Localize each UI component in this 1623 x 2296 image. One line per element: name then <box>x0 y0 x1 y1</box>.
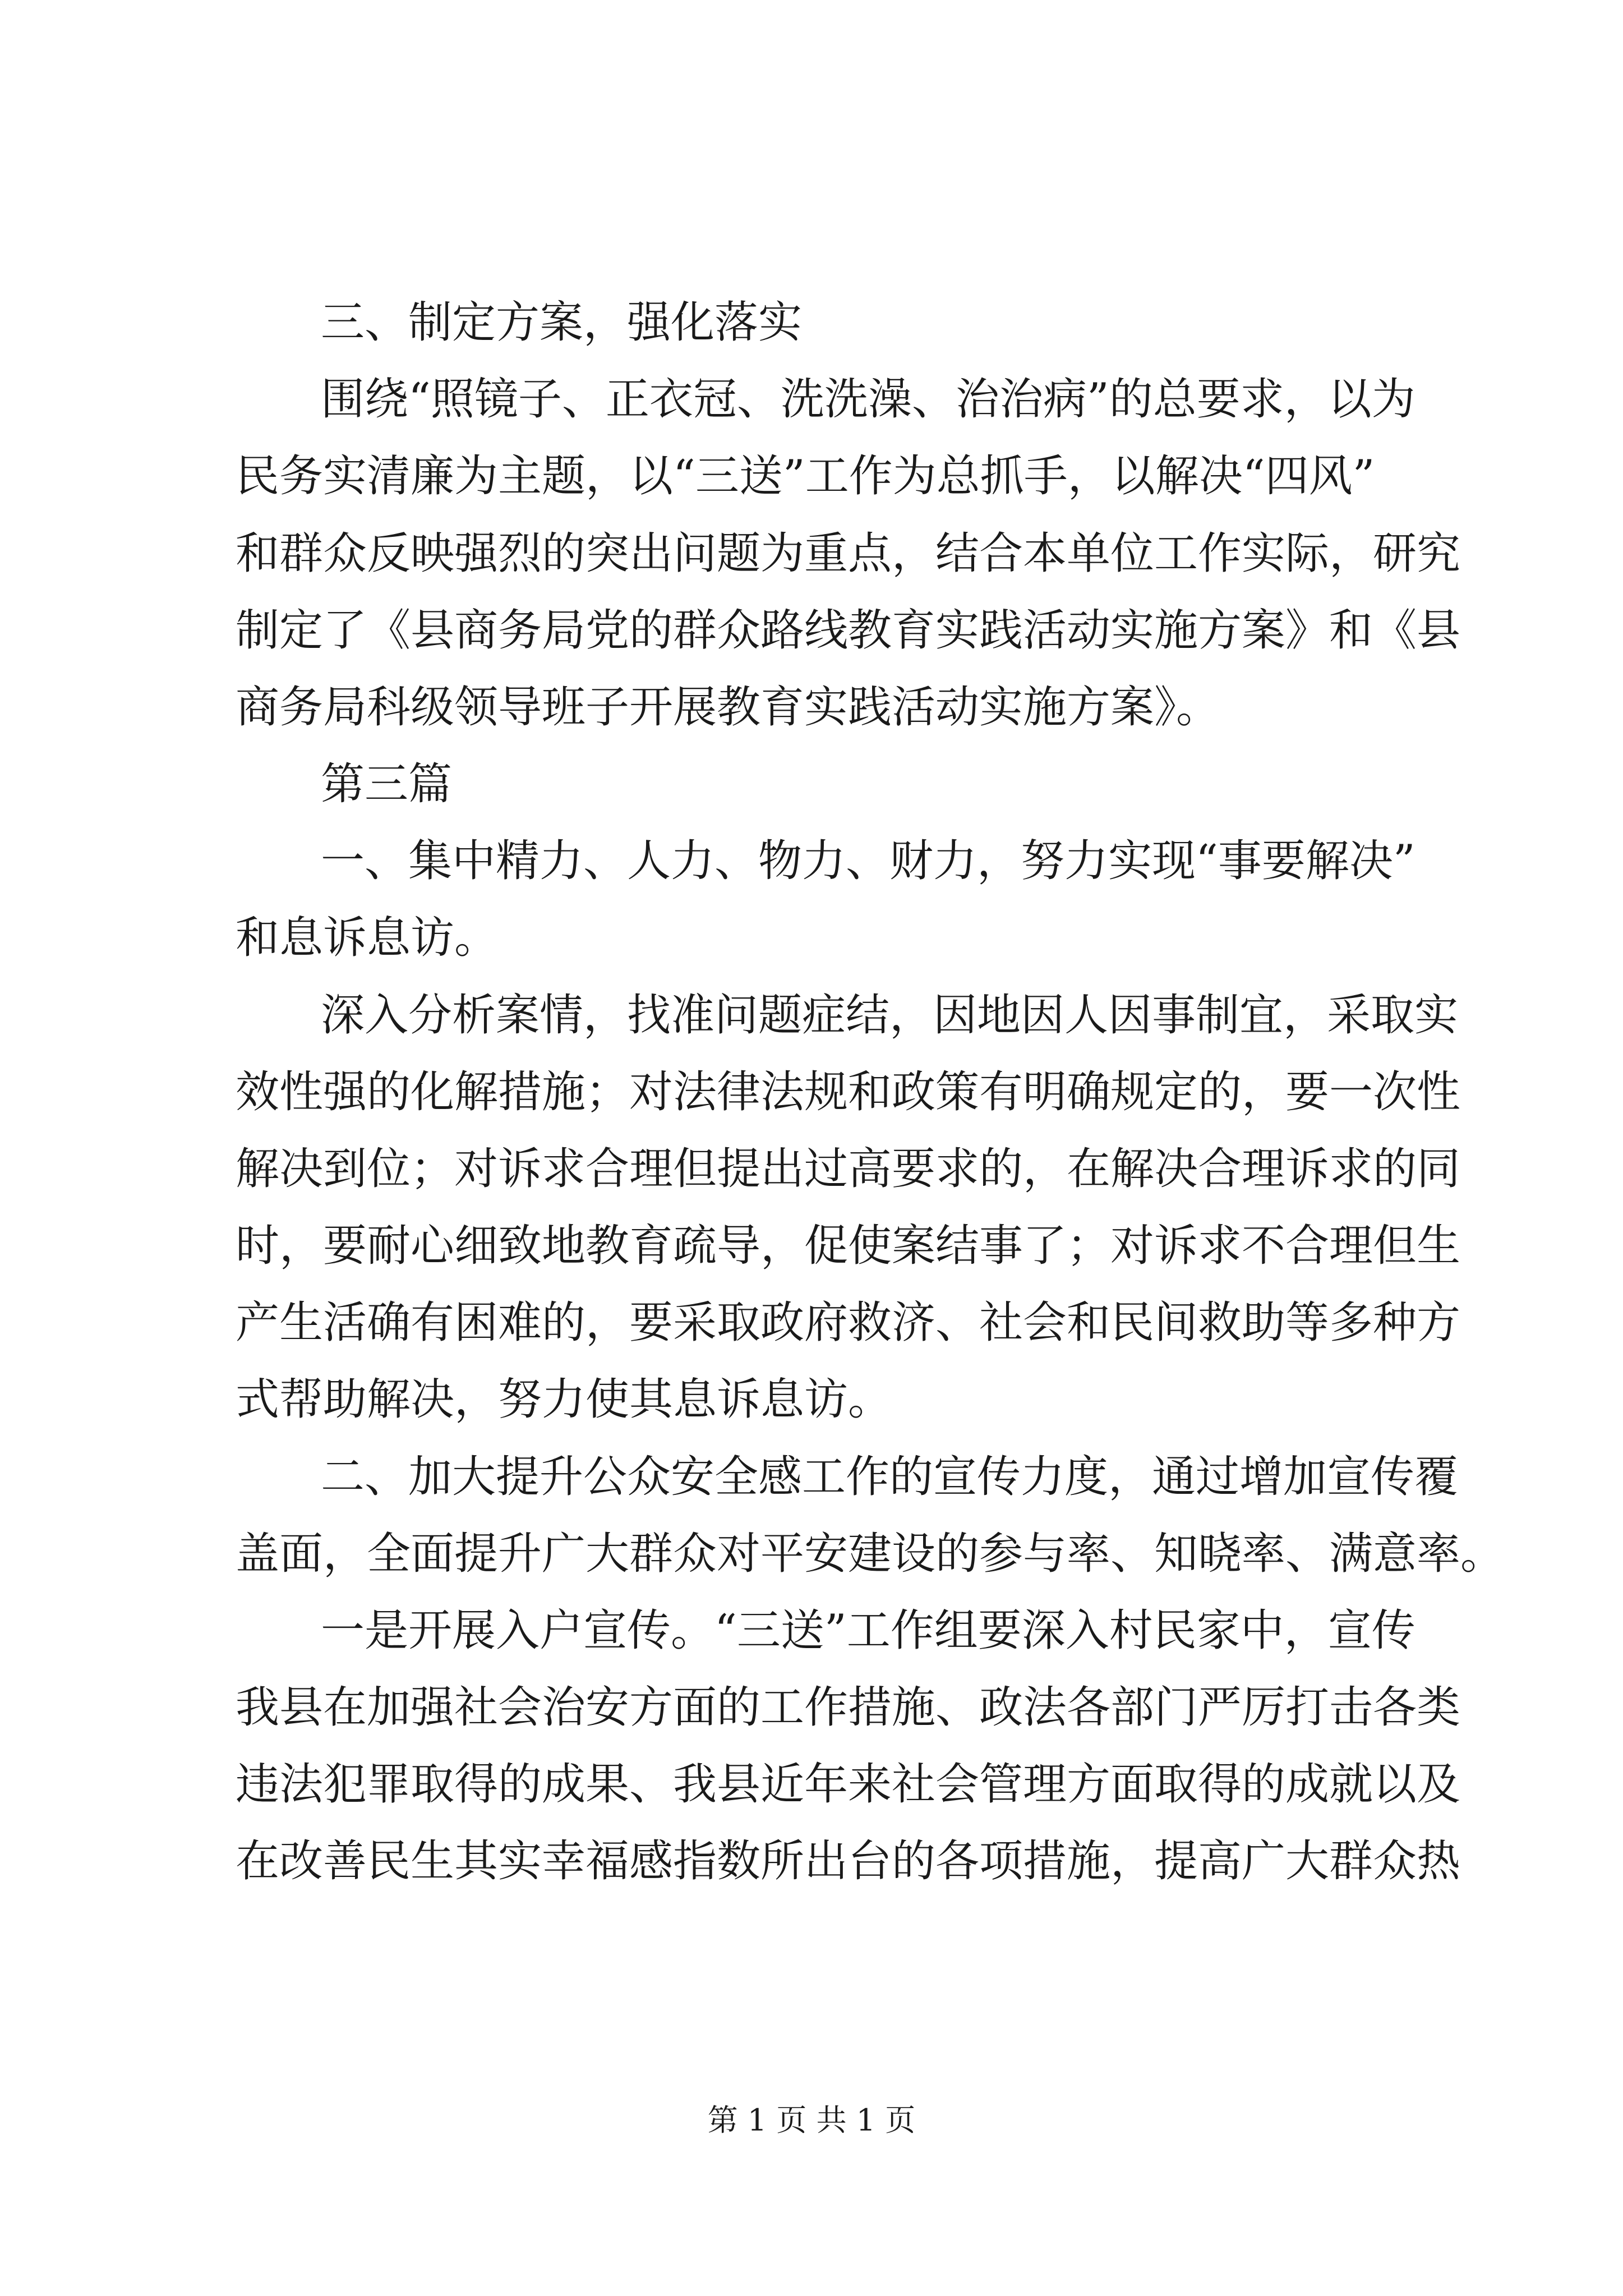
paragraph-line: 一、集中精力、人力、物力、财力，努力实现“事要解决” <box>321 836 1415 886</box>
paragraph-line: 效性强的化解措施；对法律法规和政策有明确规定的，要一次性 <box>236 1067 1461 1117</box>
paragraph-line: 一是开展入户宣传。“三送”工作组要深入村民家中，宣传 <box>321 1605 1415 1656</box>
paragraph-line: 解决到位；对诉求合理但提出过高要求的，在解决合理诉求的同 <box>236 1144 1461 1194</box>
paragraph-line: 盖面，全面提升广大群众对平安建设的参与率、知晓率、满意率。 <box>236 1529 1505 1579</box>
paragraph-line: 违法犯罪取得的成果、我县近年来社会管理方面取得的成就以及 <box>236 1759 1461 1810</box>
paragraph-line: 我县在加强社会治安方面的工作措施、政法各部门严厉打击各类 <box>236 1682 1461 1733</box>
paragraph-line: 式帮助解决，努力使其息诉息访。 <box>236 1374 892 1425</box>
paragraph-line: 时，要耐心细致地教育疏导，促使案结事了；对诉求不合理但生 <box>236 1221 1461 1271</box>
paragraph-line: 深入分析案情，找准问题症结，因地因人因事制宜，采取实 <box>321 990 1459 1041</box>
paragraph-line: 制定了《县商务局党的群众路线教育实践活动实施方案》和《县 <box>236 605 1461 656</box>
section-heading: 第三篇 <box>321 759 453 809</box>
section-heading: 三、制定方案，强化落实 <box>321 297 803 348</box>
paragraph-line: 民务实清廉为主题，以“三送”工作为总抓手，以解决“四风” <box>236 451 1375 501</box>
paragraph-line: 在改善民生其实幸福感指数所出台的各项措施，提高广大群众热 <box>236 1836 1461 1887</box>
paragraph-line: 和群众反映强烈的突出问题为重点，结合本单位工作实际，研究 <box>236 528 1461 579</box>
page-number-footer: 第 1 页 共 1 页 <box>707 2102 916 2138</box>
paragraph-line: 围绕“照镜子、正衣冠、洗洗澡、治治病”的总要求，以为 <box>321 374 1415 425</box>
paragraph-line: 二、加大提升公众安全感工作的宣传力度，通过增加宣传覆 <box>321 1452 1459 1502</box>
paragraph-line: 和息诉息访。 <box>236 913 499 963</box>
paragraph-line: 商务局科级领导班子开展教育实践活动实施方案》。 <box>236 682 1220 733</box>
paragraph-line: 产生活确有困难的，要采取政府救济、社会和民间救助等多种方 <box>236 1297 1461 1348</box>
